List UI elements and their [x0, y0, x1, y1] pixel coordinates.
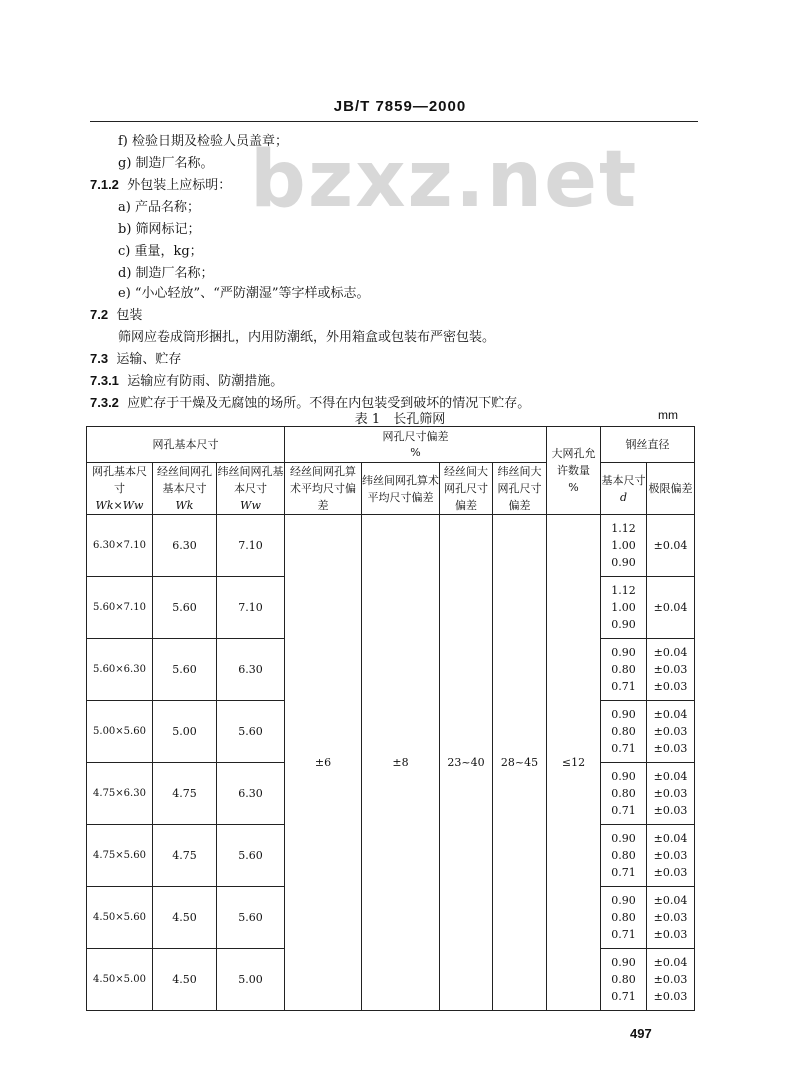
cell-size: 5.60×6.30 [87, 639, 153, 701]
cell-wk: 5.00 [153, 701, 217, 763]
clause-7-1-2: 7.1.2 外包装上应标明： [90, 177, 232, 193]
cell-wk: 5.60 [153, 577, 217, 639]
cell-d: 1.12 1.00 0.90 [601, 515, 647, 577]
table-unit: mm [658, 408, 678, 422]
cell-ww: 7.10 [217, 515, 285, 577]
header-c4: 经丝间网孔算术平均尺寸偏差 [285, 463, 362, 515]
spec-table [86, 426, 695, 1011]
cell-dev-w: ±8 [362, 515, 440, 1011]
header-c2: 经丝间网孔基本尺寸 Wk [153, 463, 217, 515]
page-number: 497 [630, 1026, 652, 1041]
cell-size: 6.30×7.10 [87, 515, 153, 577]
cell-wk: 4.75 [153, 763, 217, 825]
header-large-count: 大网孔允许数量 % [547, 427, 601, 515]
cell-tol: ±0.04 [647, 515, 695, 577]
cell-tol: ±0.04 ±0.03 ±0.03 [647, 701, 695, 763]
header-wire-diameter: 钢丝直径 [601, 427, 695, 463]
cell-d: 0.90 0.80 0.71 [601, 887, 647, 949]
cell-wk: 5.60 [153, 639, 217, 701]
cell-ww: 5.60 [217, 825, 285, 887]
clause-7-2: 7.2 包装 [90, 307, 143, 323]
clause-7-3-2: 7.3.2 应贮存于干燥及无腐蚀的场所。不得在内包装受到破坏的情况下贮存。 [90, 395, 531, 411]
cell-ww: 6.30 [217, 763, 285, 825]
cell-d: 0.90 0.80 0.71 [601, 949, 647, 1011]
cell-large-k: 23~40 [440, 515, 493, 1011]
cell-size: 4.50×5.60 [87, 887, 153, 949]
header-c1: 网孔基本尺寸 Wk×Ww [87, 463, 153, 515]
table-row [87, 515, 695, 577]
cell-ww: 5.60 [217, 887, 285, 949]
cell-tol: ±0.04 ±0.03 ±0.03 [647, 887, 695, 949]
watermark: bzxz.net [250, 135, 639, 225]
cell-large-w: 28~45 [493, 515, 547, 1011]
cell-tol: ±0.04 ±0.03 ±0.03 [647, 949, 695, 1011]
header-c7: 纬丝间大网孔尺寸偏差 [493, 463, 547, 515]
header-c3: 纬丝间网孔基本尺寸 Ww [217, 463, 285, 515]
clause-7-3: 7.3 运输、贮存 [90, 351, 182, 367]
cell-d: 0.90 0.80 0.71 [601, 639, 647, 701]
cell-d: 0.90 0.80 0.71 [601, 701, 647, 763]
header-c9: 基本尺寸 d [601, 463, 647, 515]
line-c: c) 重量，kg； [118, 244, 203, 259]
cell-ww: 5.00 [217, 949, 285, 1011]
line-g: g) 制造厂名称。 [118, 156, 214, 171]
header-c5: 纬丝间网孔算术平均尺寸偏差 [362, 463, 440, 515]
cell-d: 0.90 0.80 0.71 [601, 825, 647, 887]
cell-ww: 7.10 [217, 577, 285, 639]
cell-tol: ±0.04 ±0.03 ±0.03 [647, 763, 695, 825]
cell-ww: 5.60 [217, 701, 285, 763]
header-deviation: 网孔尺寸偏差 % [285, 427, 547, 463]
cell-ww: 6.30 [217, 639, 285, 701]
cell-size: 5.00×5.60 [87, 701, 153, 763]
line-d: d) 制造厂名称； [118, 266, 214, 281]
header-c6: 经丝间大网孔尺寸偏差 [440, 463, 493, 515]
line-a: a) 产品名称； [118, 200, 200, 215]
cell-wk: 4.50 [153, 949, 217, 1011]
standard-code: JB/T 7859—2000 [333, 98, 467, 115]
cell-tol: ±0.04 ±0.03 ±0.03 [647, 825, 695, 887]
cell-wk: 6.30 [153, 515, 217, 577]
cell-wk: 4.50 [153, 887, 217, 949]
cell-dev-k: ±6 [285, 515, 362, 1011]
cell-d: 1.12 1.00 0.90 [601, 577, 647, 639]
cell-count: ≤12 [547, 515, 601, 1011]
cell-tol: ±0.04 [647, 577, 695, 639]
cell-size: 4.75×6.30 [87, 763, 153, 825]
cell-size: 4.75×5.60 [87, 825, 153, 887]
table-title: 表 1 长孔筛网 [354, 412, 446, 427]
cell-d: 0.90 0.80 0.71 [601, 763, 647, 825]
header-basic-size: 网孔基本尺寸 [87, 427, 285, 463]
cell-size: 4.50×5.00 [87, 949, 153, 1011]
cell-tol: ±0.04 ±0.03 ±0.03 [647, 639, 695, 701]
line-e: e) “小心轻放”、“严防潮湿”等字样或标志。 [118, 286, 370, 301]
header-rule [90, 121, 698, 122]
cell-wk: 4.75 [153, 825, 217, 887]
line-b: b) 筛网标记； [118, 222, 201, 237]
clause-7-3-1: 7.3.1 运输应有防雨、防潮措施。 [90, 373, 284, 389]
cell-size: 5.60×7.10 [87, 577, 153, 639]
line-f: f) 检验日期及检验人员盖章； [118, 134, 289, 149]
packing-text: 筛网应卷成筒形捆扎，内用防潮纸，外用箱盒或包装布严密包装。 [118, 330, 496, 345]
header-c10: 极限偏差 [647, 463, 695, 515]
